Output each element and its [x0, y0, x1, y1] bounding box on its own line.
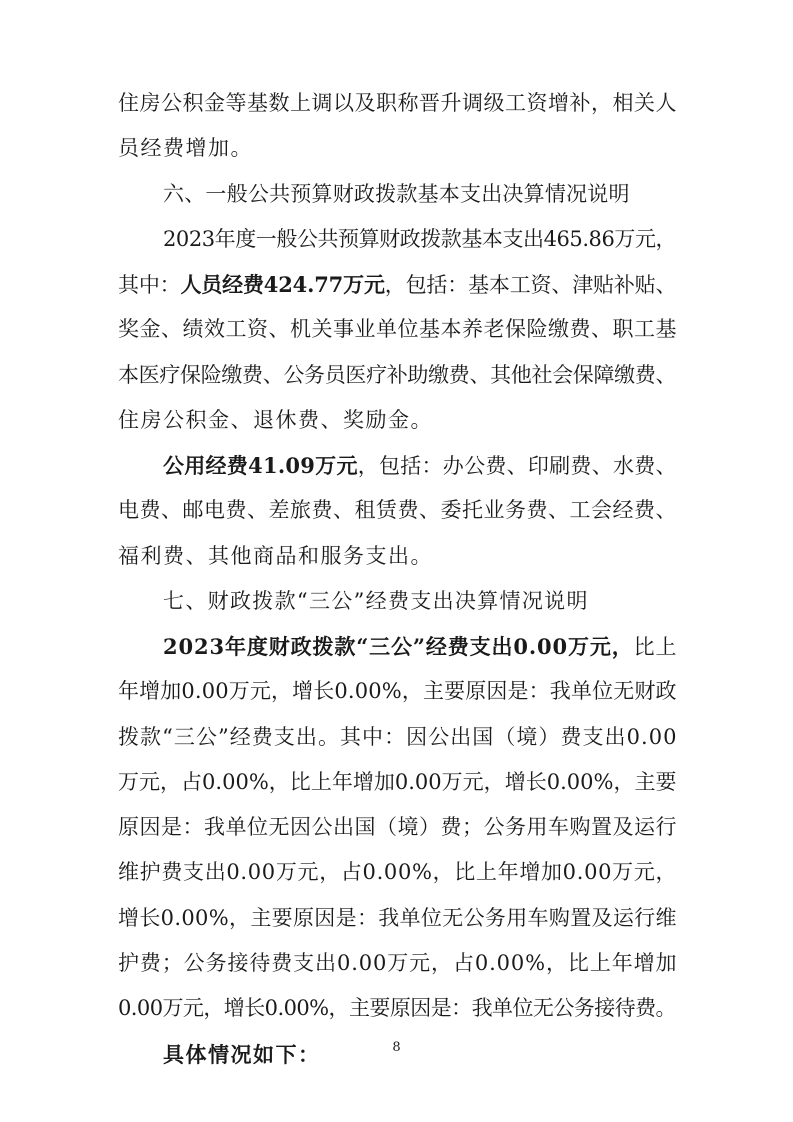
text-segment: 拨款“三公”经费支出。其中：因公出国（境）费支出0.00 — [118, 725, 678, 749]
text-line — [118, 93, 677, 114]
text-segment: 比上 — [633, 635, 678, 659]
text-line — [118, 319, 677, 340]
text-segment: 电费、邮电费、差旅费、租赁费、委托业务费、工会经费、 — [118, 498, 677, 522]
text-segment: 增长0.00%，主要原因是：我单位无公务用车购置及运行维 — [118, 906, 677, 930]
page-number: 8 — [392, 1040, 401, 1055]
bold-text: 具体情况如下： — [163, 1042, 321, 1067]
text-line — [118, 772, 677, 793]
text-segment: 福利费、其他商品和服务支出。 — [118, 544, 433, 568]
bold-text: 公用经费41.09万元 — [163, 453, 358, 478]
text-line — [118, 500, 677, 521]
text-line — [118, 817, 677, 838]
text-segment: 六、一般公共预算财政拨款基本支出决算情况说明 — [163, 182, 630, 206]
text-segment: 住房公积金等基数上调以及职称晋升调级工资增补，相关人 — [118, 91, 677, 115]
text-line — [118, 998, 676, 1019]
text-line — [118, 546, 433, 567]
text-line — [118, 908, 677, 929]
text-segment: 住房公积金、退休费、奖励金。 — [118, 408, 433, 432]
text-line — [163, 591, 589, 612]
text-line — [118, 862, 677, 883]
text-line — [118, 953, 677, 974]
text-segment: 万元，占0.00%，比上年增加0.00万元，增长0.00%，主要 — [118, 770, 677, 794]
text-segment: ，包括：办公费、印刷费、水费、 — [357, 454, 677, 478]
text-segment: 原因是：我单位无因公出国（境）费；公务用车购置及运行 — [118, 815, 677, 839]
text-line — [163, 636, 677, 658]
text-line — [118, 410, 433, 431]
text-line — [163, 455, 677, 477]
bold-text: 人员经费424.77万元 — [180, 272, 385, 297]
text-line — [118, 727, 678, 748]
text-segment: 护费；公务接待费支出0.00万元，占0.00%，比上年增加 — [118, 951, 678, 975]
text-line — [118, 365, 676, 386]
text-line — [118, 681, 677, 702]
text-segment: 奖金、绩效工资、机关事业单位基本养老保险缴费、职工基 — [118, 317, 677, 341]
text-segment: 维护费支出0.00万元，占0.00%，比上年增加0.00万元， — [118, 860, 678, 884]
text-line — [118, 274, 676, 296]
text-segment: 员经费增加。 — [118, 136, 253, 160]
text-segment: 年增加0.00万元，增长0.00%，主要原因是：我单位无财政 — [118, 679, 677, 703]
text-line — [118, 138, 253, 159]
text-segment: 七、财政拨款“三公”经费支出决算情况说明 — [163, 589, 589, 613]
text-segment: 其中： — [118, 273, 181, 297]
text-segment: 2023年度一般公共预算财政拨款基本支出465.86万元， — [163, 227, 677, 251]
text-segment: ，包括：基本工资、津贴补贴、 — [384, 273, 677, 297]
bold-text: 2023年度财政拨款“三公”经费支出0.00万元， — [163, 634, 634, 659]
text-line — [163, 184, 630, 205]
text-segment: 本医疗保险缴费、公务员医疗补助缴费、其他社会保障缴费、 — [118, 363, 677, 387]
text-line — [163, 229, 676, 250]
text-segment: 0.00万元，增长0.00%，主要原因是：我单位无公务接待费。 — [118, 996, 676, 1020]
